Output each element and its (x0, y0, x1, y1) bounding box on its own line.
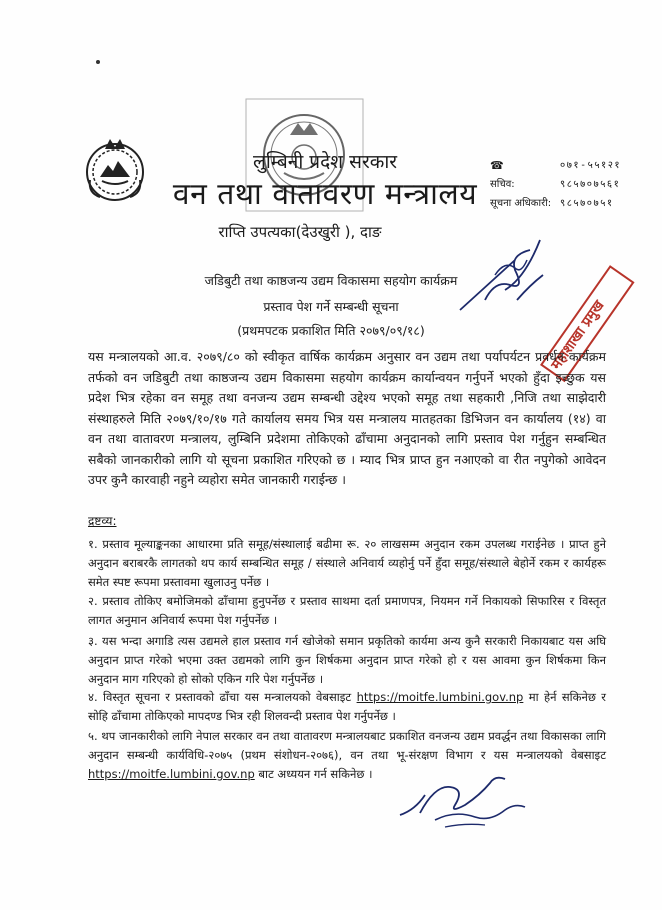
ministry-name: वन तथा वातावरण मन्त्रालय (172, 177, 478, 212)
notes-heading: द्रष्टव्य: (88, 514, 117, 528)
ministry-location: राप्ति उपत्यका(देउखुरी ), दाङ (218, 223, 382, 241)
department-head-stamp: महाशाखा प्रमुख (540, 265, 635, 382)
notice-body: यस मन्त्रालयको आ.व. २०७९/८० को स्वीकृत वार्षिक कार्यक्रम अनुसार वन उद्यम तथा पर्यापर्यटन प्रवर्धन कार्यक्रम तर्फको वन जडिबुटी तथा काष्ठजन्य उद्यम विकासमा सहयोग कार्यक्रम कार्यान्वयन गर्नुपर्ने भएको हुँदा इच्छुक यस प्रदेश भित्र रहेका वन समूह तथा वनजन्य उद्यम सम्बन्धी उद्देश्य भएको समूह तथा सहकारी ,निजि तथा साझेदारी संस्थाहरुले मिति २०७९/१०/१७ गते कार्यालय समय भित्र यस मन्त्रालय मातहतका डिभिजन वन कार्यालय (१४) वा वन तथा वातावरण मन्त्रालय, लुम्बिनि प्रदेशमा तोकिएको ढाँचामा अनुदानको लागि प्रस्ताव पेश गर्नुहुन सम्बन्धित सबैको जानकारीको लागि यो सूचना प्रकाशित गरिएको छ । म्याद भित्र प्राप्त हुन नआएको वा रीत नपुगेको आवेदन उपर कुनै कारवाही नहुने व्यहोरा समेत जानकारी गराईन्छ । (88, 349, 606, 487)
note-item: २. प्रस्ताव तोकिए बमोजिमको ढाँचामा हुनुपर्नेछ र प्रस्ताव साथमा दर्ता प्रमाणपत्र, नियमन गर्ने निकायको सिफारिस र विस्तृत लागत अनुमान अनिवार्य रूपमा पेश गर्नुपर्नेछ । (88, 594, 606, 627)
scan-speck (96, 60, 100, 64)
note4-text-end: मा हेर्न सकिनेछ र सोहि ढाँचामा तोकिएको मापदण्ड भित्र रही शिलवन्दी प्रस्ताव पेश गर्नुपर्नेछ । (88, 690, 607, 723)
note5-text-end: बाट अध्ययन गर्न सकिनेछ । (254, 767, 373, 781)
secretary-label: सचिव: (490, 179, 515, 190)
contact-block (490, 156, 621, 213)
note-item: १. प्रस्ताव मूल्याङ्कनका आधारमा प्रति समूह/संस्थालाई बढीमा रू. २० लाखसम्म अनुदान रकम उपलब्ध गराईनेछ । प्राप्त हुने अनुदान बराबरकै लागतको थप कार्य सम्बन्धित समूह / संस्थाले अनिवार्य व्यहोर्नु पर्ने हुँदा समूह/संस्थाले बेहोर्ने रकम र कार्यहरू समेत स्पष्ट रूपमा प्रस्तावमा खुलाउनु पर्नेछ । (88, 537, 606, 589)
note5-text-start: ५. थप जानकारीको लागि नेपाल सरकार वन तथा वातावरण मन्त्रालयबाट प्रकाशित वनजन्य उद्यम प्रवर्द्धन तथा विकासका लागि अनुदान सम्बन्धी कार्यविधि-२०७५ (प्रथम संशोधन-२०७६), वन तथा भू-संरक्षण विभाग र यस मन्त्रालयको वेबसाइट (88, 729, 606, 762)
phone-icon: ☎ (490, 159, 504, 172)
note-item: ३. यस भन्दा अगाडि त्यस उद्यमले हाल प्रस्ताव गर्न खोजेको समान प्रकृतिको कार्यमा अन्य कुनै सरकारी निकायबाट यस अघि अनुदान प्राप्त गरेको भएमा उक्त उद्यमको लागि कुन शिर्षकमा अनुदान प्राप्त गरेको हो र यस आवमा कुन शिर्षकमा किन अनुदान माग गरिएको हो सोको एकिन गरि पेश गर्नुपर्नेछ । (88, 634, 606, 686)
government-emblem-icon (80, 135, 150, 205)
info-officer-number: ९८५७०७५१ (560, 198, 614, 209)
note4-text-start: ४. विस्तृत सूचना र प्रस्तावको ढाँचा यस मन्त्रालयको वेबसाइट (88, 690, 357, 704)
ministry-website-link-2[interactable]: https://moitfe.lumbini.gov.np (88, 767, 255, 781)
handwritten-signature-bottom (395, 765, 535, 845)
phone-number: ०७१-५५१२१ (560, 160, 622, 171)
notice-subject: प्रस्ताव पेश गर्ने सम्बन्धी सूचना (263, 299, 399, 314)
info-officer-label: सूचना अधिकारी: (490, 198, 552, 209)
secretary-number: ९८५७०७५६१ (560, 179, 621, 190)
program-title: जडिबुटी तथा काष्ठजन्य उद्यम विकासमा सहयोग कार्यक्रम (204, 273, 458, 288)
ministry-website-link[interactable]: https://moitfe.lumbini.gov.np (356, 690, 524, 704)
note-item-website (88, 688, 606, 726)
publication-date: (प्रथमपटक प्रकाशित मिति २०७९/०९/१८) (237, 323, 425, 338)
government-name: लुम्बिनी प्रदेश सरकार (252, 151, 398, 173)
